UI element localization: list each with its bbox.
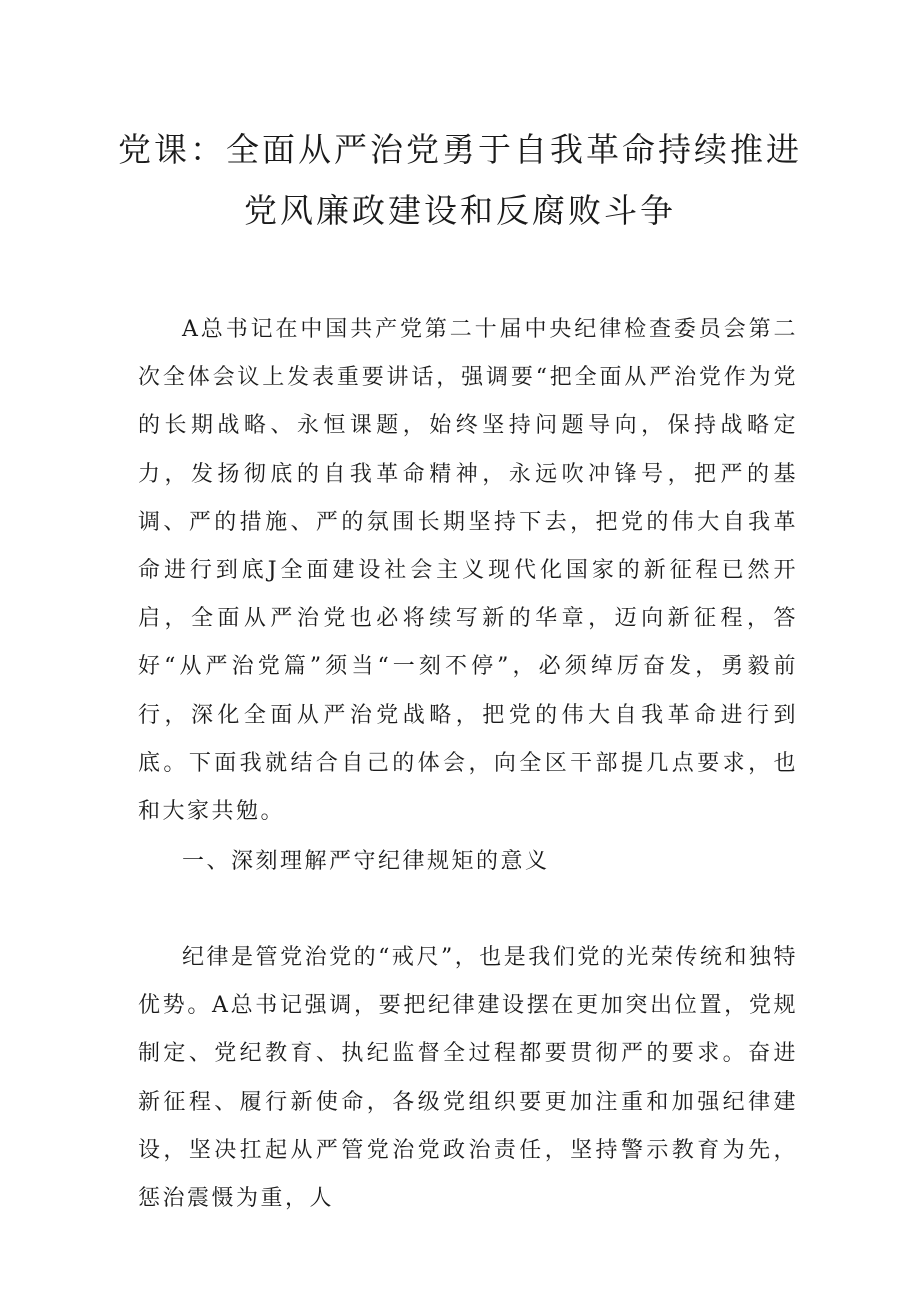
section-1-paragraph: 纪律是管党治党的“戒尺”，也是我们党的光荣传统和独特优势。A总书记强调，要把纪律建设摆在更加突出位置，党规制定、党纪教育、执纪监督全过程都要贯彻严的要求。奋进新征程、履行新使命，各级党组织要更加注重和加强纪律建设，坚决扛起从严管党治党政治责任，坚持警示教育为先，惩治震慑为重，人 <box>138 945 798 1212</box>
section-heading-1: 一、深刻理解严守纪律规矩的意义 <box>182 849 550 874</box>
document-title-line-2: 党风廉政建设和反腐败斗争 <box>244 191 676 230</box>
intro-paragraph: A总书记在中国共产党第二十届中央纪律检查委员会第二次全体会议上发表重要讲话，强调要“把全面从严治党作为党的长期战略、永恒课题，始终坚持问题导向，保持战略定力，发扬彻底的自我革命精神，永远吹冲锋号，把严的基调、严的措施、严的氛围长期坚持下去，把党的伟大自我革命进行到底J全面建设社会主义现代化国家的新征程已然开启，全面从严治党也必将续写新的华章，迈向新征程，答好“从严治党篇”须当“一刻不停”，必须绰厉奋发，勇毅前行，深化全面从严治党战略，把党的伟大自我革命进行到底。下面我就结合自己的体会，向全区干部提几点要求，也和大家共勉。 <box>138 317 798 825</box>
document-title-line-1: 党课：全面从严治党勇于自我革命持续推进 <box>118 130 802 169</box>
